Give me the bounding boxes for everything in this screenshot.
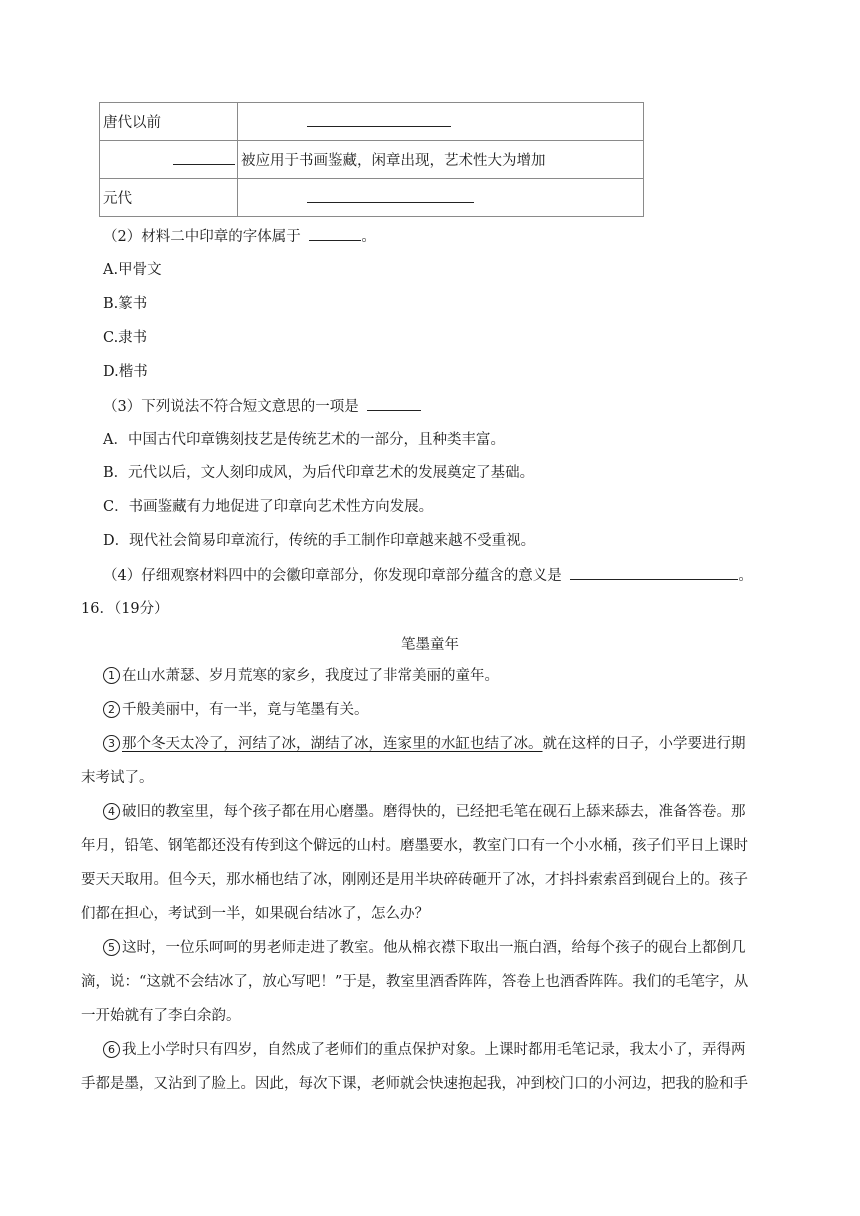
paragraph-text: 破旧的教室里，每个孩子都在用心磨墨。磨得快的，已经把毛笔在砚石上舔来舔去，准备答卷。那 <box>122 804 746 820</box>
table-cell: 唐代以前 <box>100 103 238 141</box>
question-2 <box>103 226 376 247</box>
paragraph-number: 5 <box>103 939 120 956</box>
paragraph-6 <box>103 1040 746 1060</box>
paragraph-text: 就在这样的日子，小学要进行期 <box>542 736 746 752</box>
question-16-heading: 16．（19分） <box>81 601 169 617</box>
option-d: D.楷书 <box>103 364 148 380</box>
paragraph-4-line: 们都在担心，考试到一半，如果砚台结冰了，怎么办？ <box>81 906 429 922</box>
punctuation: 。 <box>738 568 753 584</box>
table-cell: 被应用于书画鉴藏，闲章出现，艺术性大为增加 <box>238 141 644 179</box>
table-cell <box>100 141 238 179</box>
paragraph-number: 6 <box>103 1041 120 1058</box>
paragraph-number: 2 <box>103 701 120 718</box>
question-4 <box>103 565 753 586</box>
seal-history-table <box>99 102 644 217</box>
table-row <box>100 179 644 217</box>
table-cell <box>238 103 644 141</box>
question-3 <box>103 396 421 417</box>
option-c: C.隶书 <box>103 330 148 346</box>
passage-title: 笔墨童年 <box>401 637 459 653</box>
table-cell <box>238 179 644 217</box>
paragraph-number: 4 <box>103 803 120 820</box>
question-stem: （3）下列说法不符合短文意思的一项是 <box>103 399 359 415</box>
paragraph-number: 3 <box>103 735 120 752</box>
paragraph-text: 在山水萧瑟、岁月荒寒的家乡，我度过了非常美丽的童年。 <box>122 668 499 684</box>
option-b: B.篆书 <box>103 296 148 312</box>
answer-blank[interactable] <box>570 565 738 580</box>
paragraph-1 <box>103 666 499 686</box>
paragraph-5-line: 滴，说：“这就不会结冰了，放心写吧！”于是，教室里酒香阵阵，答卷上也酒香阵阵。我们的毛笔字，从 <box>81 974 749 990</box>
paragraph-3-cont: 末考试了。 <box>81 770 154 786</box>
paragraph-text: 千般美丽中，有一半，竟与笔墨有关。 <box>122 702 369 718</box>
answer-blank[interactable] <box>307 188 474 203</box>
paragraph-text: 这时，一位乐呵呵的男老师走进了教室。他从棉衣襟下取出一瓶白酒，给每个孩子的砚台上都倒几 <box>122 940 746 956</box>
option-b: B．元代以后，文人刻印成风，为后代印章艺术的发展奠定了基础。 <box>103 465 535 481</box>
answer-blank[interactable] <box>309 226 361 241</box>
paragraph-5-line: 一开始就有了李白余韵。 <box>81 1008 241 1024</box>
option-a: A．中国古代印章镌刻技艺是传统艺术的一部分，且种类丰富。 <box>103 432 505 448</box>
paragraph-6-line: 手都是墨，又沾到了脸上。因此，每次下课，老师就会快速抱起我，冲到校门口的小河边，把我的脸和手 <box>81 1076 748 1092</box>
underlined-sentence: 那个冬天太冷了，河结了冰，湖结了冰，连家里的水缸也结了冰。 <box>122 736 543 752</box>
table-row <box>100 103 644 141</box>
paragraph-number: 1 <box>103 667 120 684</box>
paragraph-text: 我上小学时只有四岁，自然成了老师们的重点保护对象。上课时都用毛笔记录，我太小了，弄得两 <box>122 1042 746 1058</box>
question-stem: （4）仔细观察材料四中的会徽印章部分，你发现印章部分蕴含的意义是 <box>103 568 562 584</box>
paragraph-2 <box>103 700 369 720</box>
table-row <box>100 141 644 179</box>
option-a: A.甲骨文 <box>103 262 162 278</box>
answer-blank[interactable] <box>307 112 451 127</box>
paragraph-5 <box>103 938 746 958</box>
answer-blank[interactable] <box>367 396 421 411</box>
question-stem: （2）材料二中印章的字体属于 <box>103 229 301 245</box>
option-d: D．现代社会简易印章流行，传统的手工制作印章越来越不受重视。 <box>103 533 536 549</box>
paragraph-3 <box>103 734 746 754</box>
punctuation: 。 <box>361 229 376 245</box>
answer-blank[interactable] <box>173 150 235 165</box>
paragraph-4-line: 年月，铅笔、钢笔都还没有传到这个僻远的山村。磨墨要水，教室门口有一个小水桶，孩子们平日上课时 <box>81 838 748 854</box>
table-cell: 元代 <box>100 179 238 217</box>
paragraph-4 <box>103 802 746 822</box>
paragraph-4-line: 要天天取用。但今天，那水桶也结了冰，刚刚还是用半块碎砖砸开了冰，才抖抖索索舀到砚台上的。孩子 <box>81 872 748 888</box>
option-c: C．书画鉴藏有力地促进了印章向艺术性方向发展。 <box>103 499 434 515</box>
